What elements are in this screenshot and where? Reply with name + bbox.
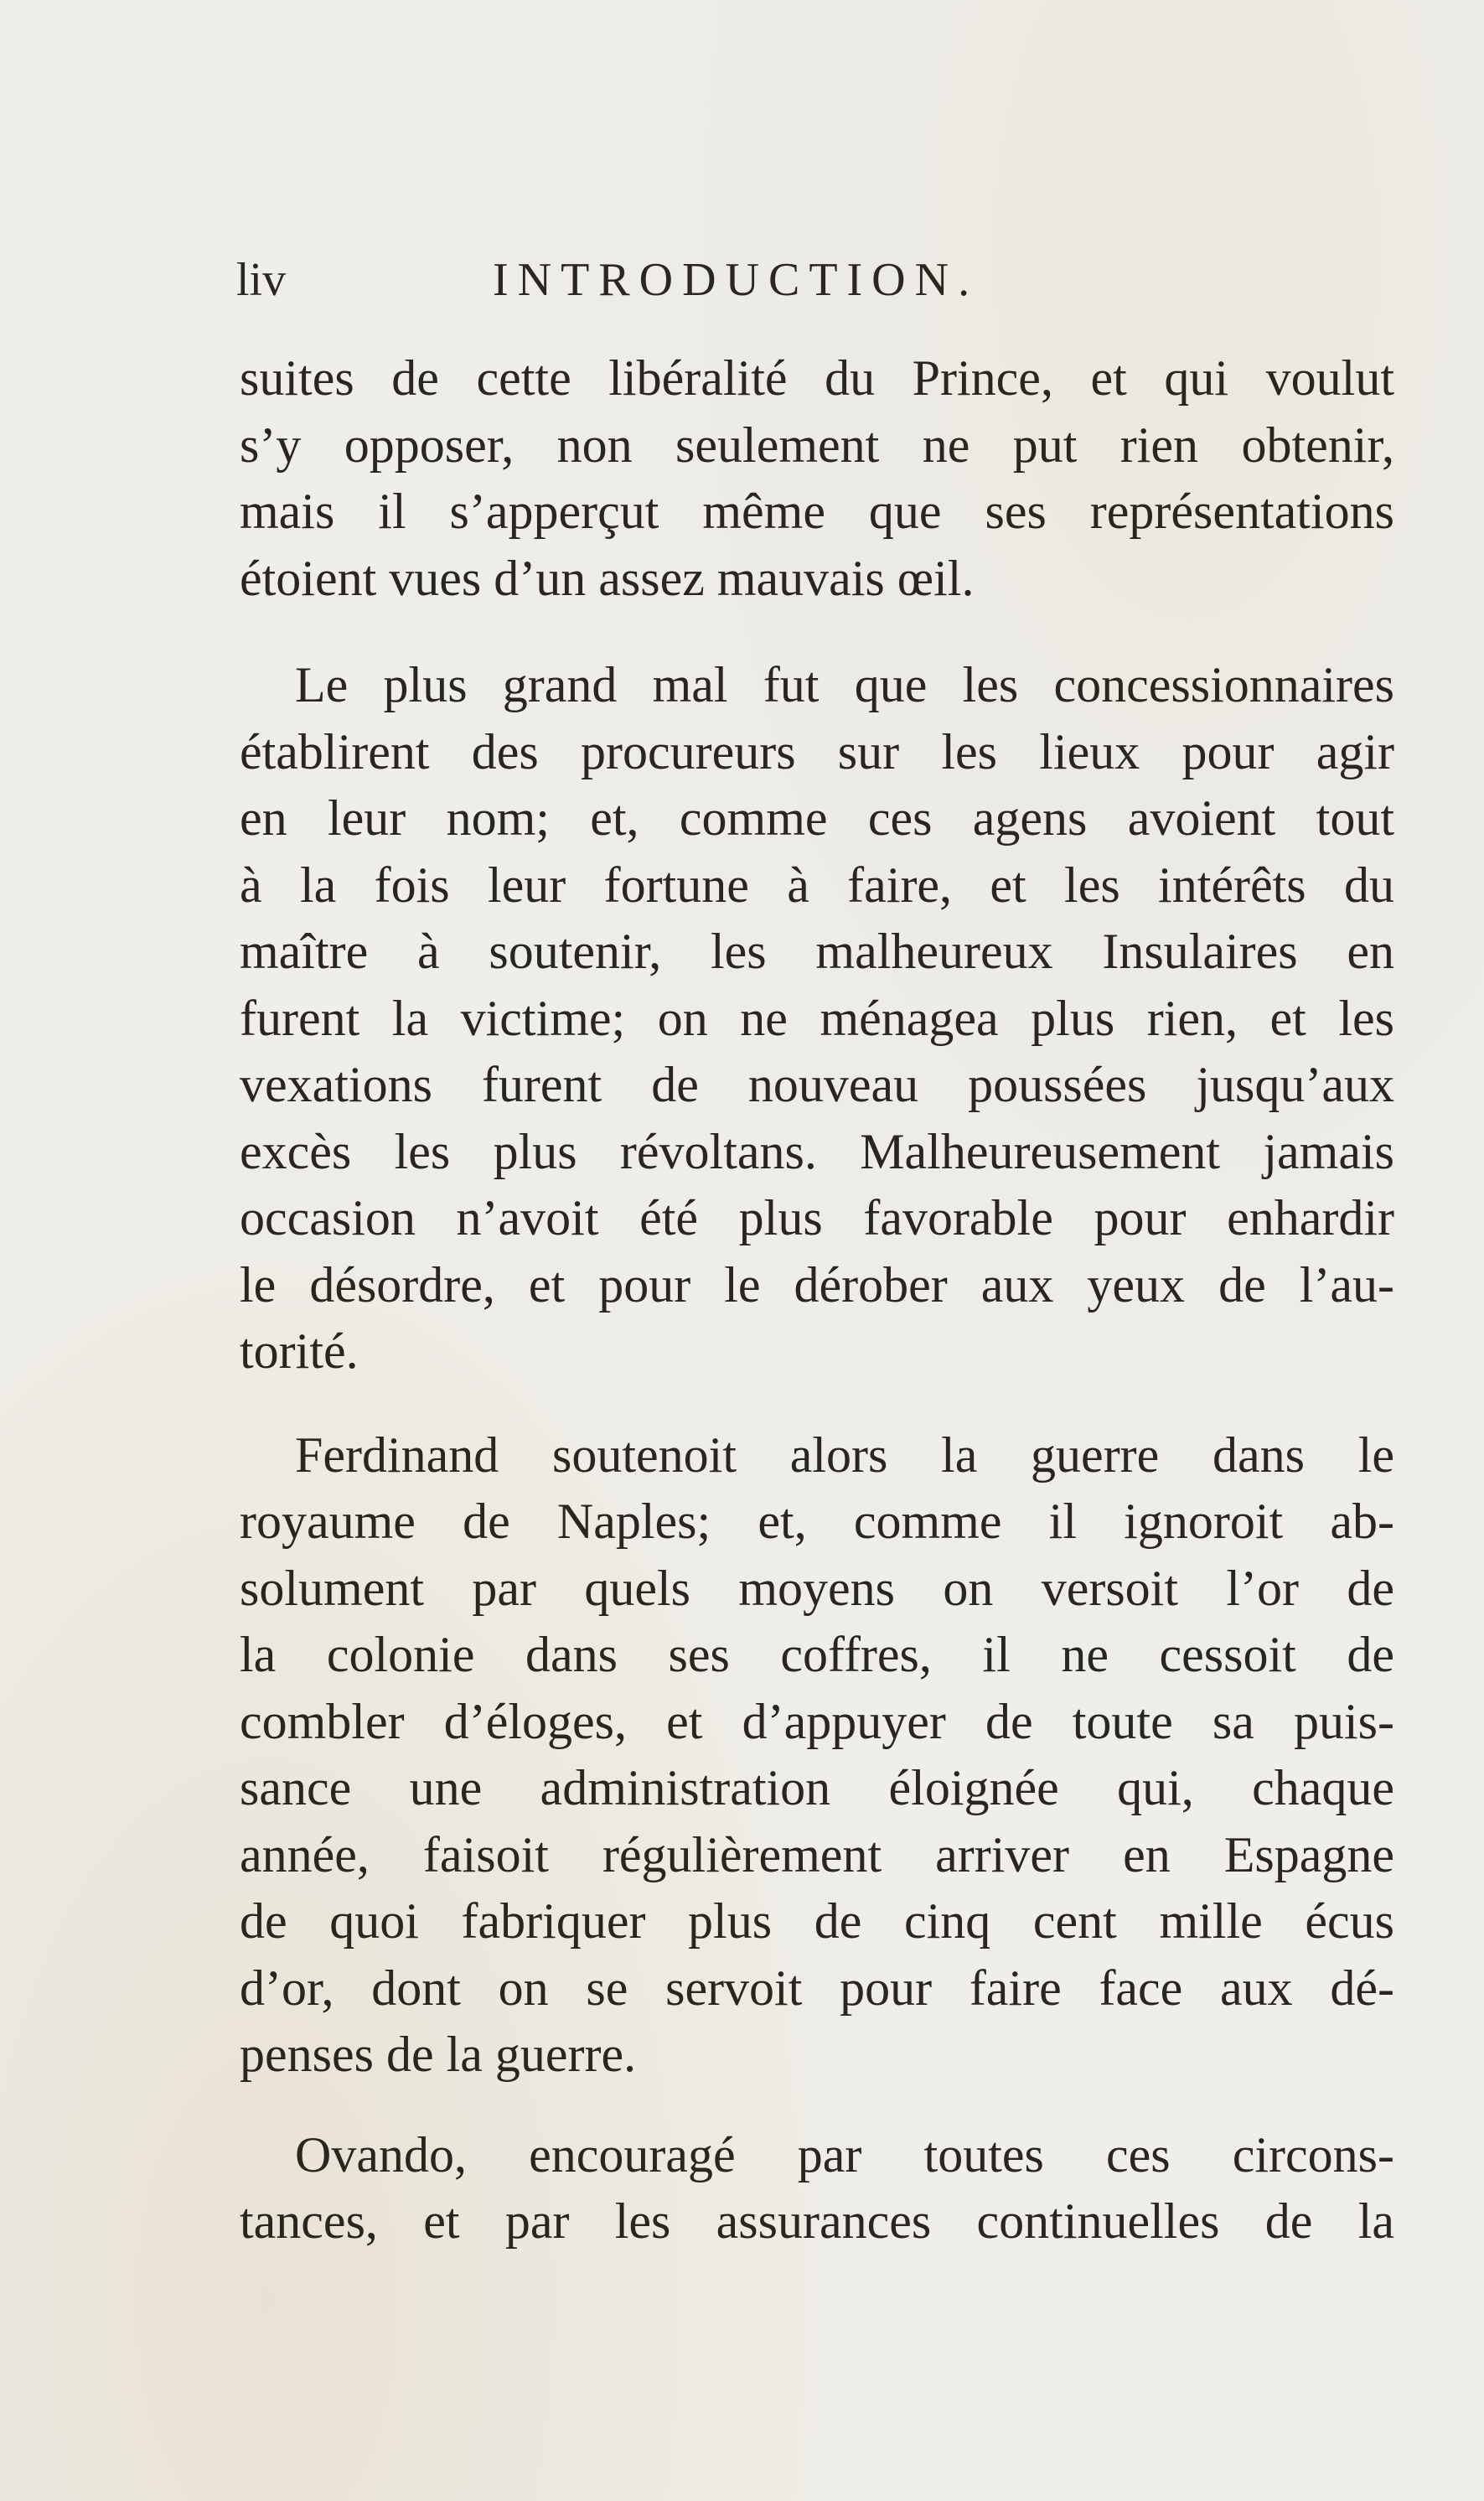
paragraph-4: [240, 2122, 1394, 2255]
text-line: d’or, dont on se servoit pour faire face aux dé-: [240, 1960, 1394, 2016]
page-header: [236, 253, 1393, 320]
text-line: occasion n’avoit été plus favorable pour enhardir: [240, 1190, 1394, 1245]
text-line: année, faisoit régulièrement arriver en Espagne: [240, 1826, 1394, 1882]
text-line: Le plus grand mal fut que les concessionnaires: [295, 657, 1394, 712]
text-line: établirent des procureurs sur les lieux pour agir: [240, 723, 1394, 779]
text-line: de quoi fabriquer plus de cinq cent mille écus: [240, 1893, 1394, 1949]
text-line: solument par quels moyens on versoit l’or de: [240, 1560, 1394, 1616]
text-line: Ferdinand soutenoit alors la guerre dans le: [295, 1427, 1394, 1483]
text-line: combler d’éloges, et d’appuyer de toute sa puis-: [240, 1693, 1394, 1749]
text-line: furent la victime; on ne ménagea plus rien, et les: [240, 990, 1394, 1046]
text-line: mais il s’apperçut même que ses représentations: [240, 484, 1394, 539]
text-line: tances, et par les assurances continuelles de la: [240, 2193, 1394, 2249]
paragraph-gap: [240, 2089, 1394, 2122]
text-line: vexations furent de nouveau poussées jusqu’aux: [240, 1057, 1394, 1112]
text-line: en leur nom; et, comme ces agens avoient tout: [240, 790, 1394, 846]
text-line: le désordre, et pour le dérober aux yeux de l’au-: [240, 1256, 1394, 1313]
text-line: la colonie dans ses coffres, il ne cessoit de: [240, 1627, 1394, 1682]
paragraph-2: [240, 652, 1394, 1385]
text-line: penses de la guerre.: [240, 2027, 637, 2082]
text-line: suites de cette libéralité du Prince, et qui voulut: [240, 350, 1394, 406]
text-line: étoient vues d’un assez mauvais œil.: [240, 550, 975, 606]
text-line: torité.: [240, 1323, 359, 1379]
text-line: maître à soutenir, les malheureux Insulaires en: [240, 924, 1394, 979]
running-head: INTRODUCTION.: [493, 254, 980, 306]
page-number: liv: [236, 254, 287, 306]
text-line: excès les plus révoltans. Malheureusement jamais: [240, 1123, 1394, 1179]
paragraph-gap: [240, 612, 1394, 652]
body-text: [240, 345, 1394, 2255]
text-line: sance une administration éloignée qui, chaque: [240, 1760, 1394, 1815]
paragraph-3: [240, 1422, 1394, 2089]
paragraph-1: [240, 345, 1394, 612]
text-line: Ovando, encouragé par toutes ces circons-: [295, 2126, 1394, 2183]
text-line: à la fois leur fortune à faire, et les intérêts du: [240, 857, 1394, 913]
text-line: s’y opposer, non seulement ne put rien obtenir,: [240, 417, 1394, 473]
text-line: royaume de Naples; et, comme il ignoroit ab-: [240, 1494, 1394, 1549]
paragraph-gap: [240, 1385, 1394, 1422]
